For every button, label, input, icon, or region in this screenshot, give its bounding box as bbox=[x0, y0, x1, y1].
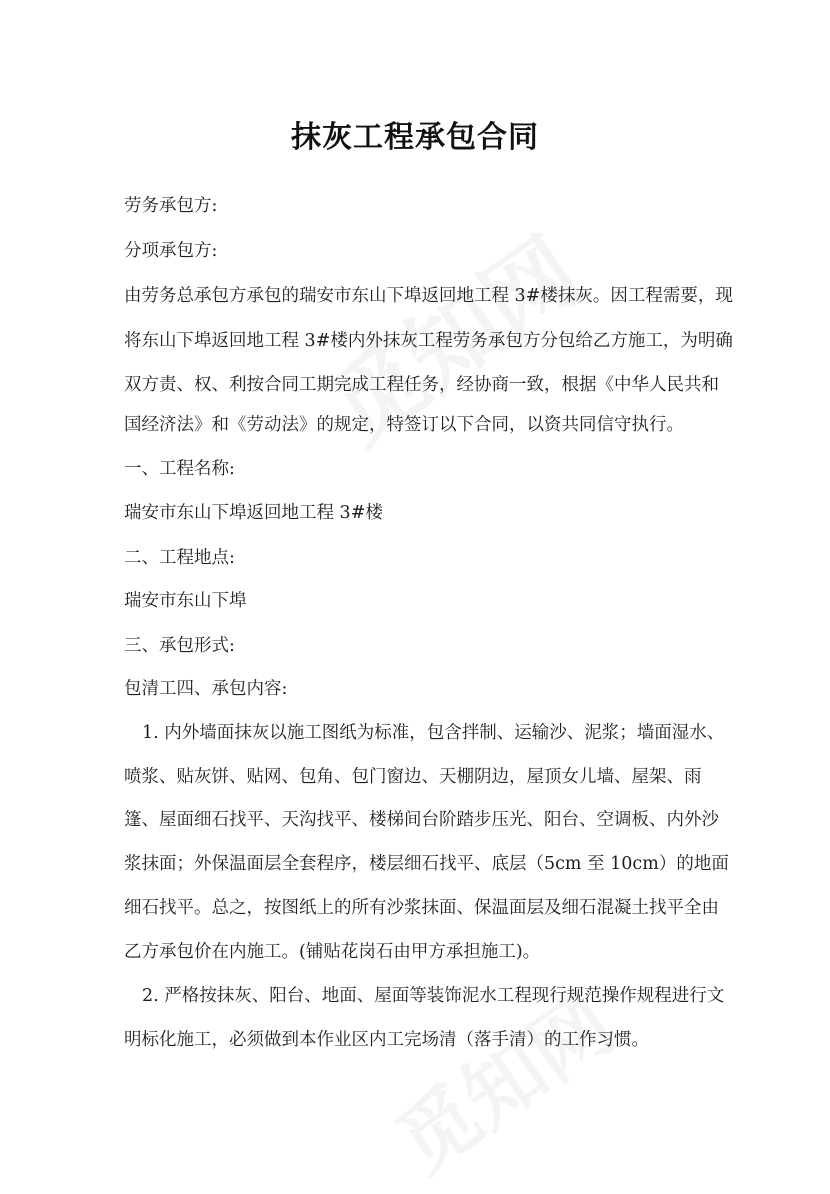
list-item-line: 篷、屋面细石找平、天沟找平、楼梯间台阶踏步压光、阳台、空调板、内外沙 bbox=[124, 810, 719, 830]
document-title: 抹灰工程承包合同 bbox=[291, 120, 539, 155]
paragraph-line: 国经济法》和《劳动法》的规定，特签订以下合同，以资共同信守执行。 bbox=[124, 415, 684, 435]
contract-party-line: 劳务承包方: bbox=[124, 196, 218, 216]
paragraph-line: 由劳务总承包方承包的瑞安市东山下埠返回地工程 3#楼抹灰。因工程需要，现 bbox=[124, 286, 733, 306]
list-item-line: 乙方承包价在内施工。(铺贴花岗石由甲方承担施工)。 bbox=[124, 942, 541, 962]
list-item-line: 1. 内外墙面抹灰以施工图纸为标准，包含拌制、运输沙、泥浆；墙面湿水、 bbox=[142, 723, 725, 743]
contract-party-line: 分项承包方: bbox=[124, 241, 218, 261]
list-item-line: 2. 严格按抹灰、阳台、地面、屋面等装饰泥水工程现行规范操作规程进行文 bbox=[142, 986, 725, 1006]
section-heading: 一、工程名称: bbox=[124, 459, 235, 479]
section-heading: 二、工程地点: bbox=[124, 548, 235, 568]
section-heading: 包清工四、承包内容: bbox=[124, 679, 288, 699]
paragraph-line: 将东山下埠返回地工程 3#楼内外抹灰工程劳务承包方分包给乙方施工，为明确 bbox=[124, 331, 733, 351]
section-content: 瑞安市东山下埠 bbox=[124, 591, 247, 611]
paragraph-line: 双方责、权、利按合同工期完成工程任务，经协商一致，根据《中华人民共和 bbox=[124, 375, 719, 395]
list-item-line: 浆抹面；外保温面层全套程序，楼层细石找平、底层（5cm 至 10cm）的地面 bbox=[124, 854, 729, 874]
section-heading: 三、承包形式: bbox=[124, 636, 235, 656]
section-content: 瑞安市东山下埠返回地工程 3#楼 bbox=[124, 503, 383, 523]
list-item-line: 细石找平。总之，按图纸上的所有沙浆抹面、保温面层及细石混凝土找平全由 bbox=[124, 898, 719, 918]
list-item-line: 喷浆、贴灰饼、贴网、包角、包门窗边、天棚阴边，屋顶女儿墙、屋架、雨 bbox=[124, 767, 702, 787]
list-item-line: 明标化施工，必须做到本作业区内工完场清（落手清）的工作习惯。 bbox=[124, 1030, 649, 1050]
